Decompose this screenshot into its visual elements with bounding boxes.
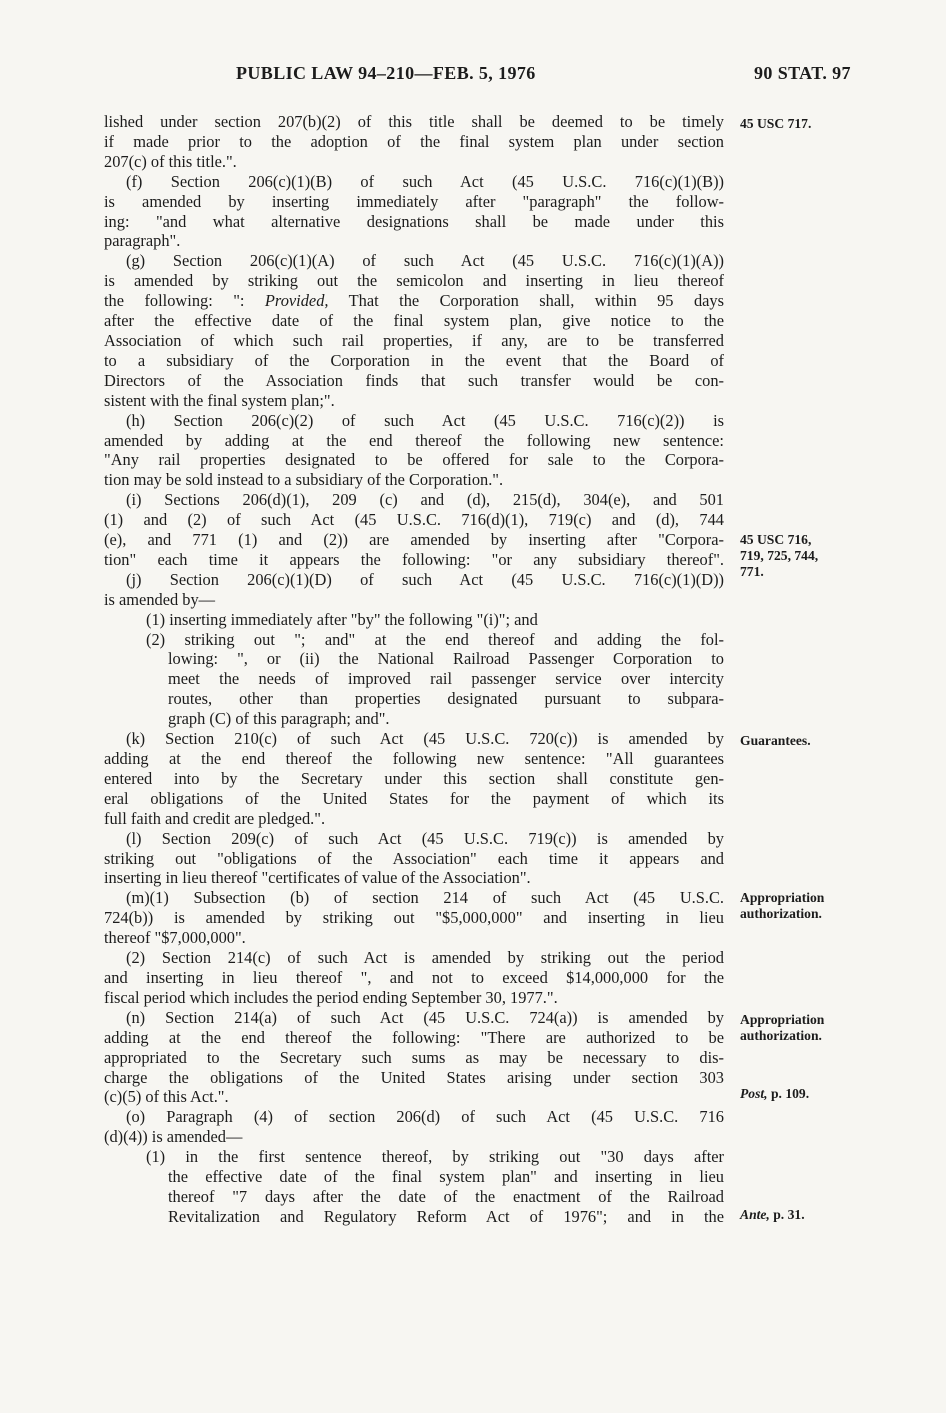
margin-note-line: authorization. xyxy=(740,1028,822,1043)
text-line: Revitalization and Regulatory Reform Act of 1976"; and in the xyxy=(168,1206,724,1226)
text-line: (c)(5) of this Act.". xyxy=(104,1087,229,1107)
margin-note-appropriation-1 xyxy=(740,890,824,922)
text-span: the following: ": xyxy=(104,291,265,311)
paragraph-j-line: (j) Section 206(c)(1)(D) of such Act (45 U.S.C. 716(c)(1)(D)) xyxy=(126,569,724,589)
paragraph-g-line: (g) Section 206(c)(1)(A) of such Act (45 U.S.C. 716(c)(1)(A)) xyxy=(126,251,724,271)
text-line xyxy=(104,291,724,311)
text-line: and inserting in lieu thereof ", and not to exceed $14,000,000 for the xyxy=(104,967,724,987)
text-line: charge the obligations of the United States arising under section 303 xyxy=(104,1067,724,1087)
text-line: full faith and credit are pledged.". xyxy=(104,808,326,828)
text-line: fiscal period which includes the period ending September 30, 1977.". xyxy=(104,987,558,1007)
text-line: is amended by striking out the semicolon and inserting in lieu thereof xyxy=(104,271,724,291)
text-line: ing: "and what alternative designations shall be made under this xyxy=(104,211,724,231)
text-line: adding at the end thereof the following new sentence: "All guarantees xyxy=(104,749,724,768)
margin-note-line: Appropriation xyxy=(740,890,825,905)
text-line: amended by adding at the end thereof the following new sentence: xyxy=(104,430,724,450)
text-line: if made prior to the adoption of the final system plan under section xyxy=(104,131,724,151)
text-line: routes, other than properties designated pursuant to subpara- xyxy=(168,689,724,709)
paragraph-f-line: (f) Section 206(c)(1)(B) of such Act (45 U.S.C. 716(c)(1)(B)) xyxy=(126,171,724,191)
text-line: "Any rail properties designated to be offered for sale to the Corpora- xyxy=(104,450,724,470)
paragraph-h-line: (h) Section 206(c)(2) of such Act (45 U.S.C. 716(c)(2)) is xyxy=(126,410,724,430)
text-line: adding at the end thereof the following: "There are authorized to be xyxy=(104,1027,724,1047)
margin-note-line: 45 USC 716, xyxy=(740,532,812,547)
text-line: eral obligations of the United States for the payment of which its xyxy=(104,788,724,808)
margin-note-text: p. 31. xyxy=(769,1207,805,1222)
text-line: sistent with the final system plan;". xyxy=(104,390,335,410)
text-span: That the Corporation shall, within 95 days xyxy=(328,291,724,311)
paragraph-m-line: (m)(1) Subsection (b) of section 214 of such Act (45 U.S.C. xyxy=(126,888,724,908)
text-line: appropriated to the Secretary such sums as may be necessary to dis- xyxy=(104,1047,724,1067)
text-line: (d)(4)) is amended— xyxy=(104,1127,243,1147)
statute-body-text xyxy=(104,112,724,1227)
text-line: tion may be sold instead to a subsidiary of the Corporation.". xyxy=(104,470,504,490)
paragraph-k-line: (k) Section 210(c) of such Act (45 U.S.C. 720(c)) is amended by xyxy=(126,729,724,749)
text-line: is amended by inserting immediately after "paragraph" the follow- xyxy=(104,191,724,211)
margin-note-line: Appropriation xyxy=(740,1012,825,1027)
margin-note-text: p. 109. xyxy=(767,1086,810,1101)
subparagraph-line: (1) in the first sentence thereof, by striking out "30 days after xyxy=(146,1147,724,1167)
text-line: paragraph". xyxy=(104,231,181,251)
text-line: after the effective date of the final system plan, give notice to the xyxy=(104,311,724,331)
margin-note-line: 771. xyxy=(740,564,764,579)
margin-note-guarantees: Guarantees. xyxy=(740,733,811,748)
text-line: entered into by the Secretary under this section shall constitute gen- xyxy=(104,768,724,788)
paragraph-n-line: (n) Section 214(a) of such Act (45 U.S.C. 724(a)) is amended by xyxy=(126,1007,724,1027)
margin-note-post-p109 xyxy=(740,1086,809,1102)
subparagraph-line: (1) inserting immediately after "by" the following "(i)"; and xyxy=(146,609,538,629)
text-line: thereof "$7,000,000". xyxy=(104,928,246,948)
margin-note-ante-p31 xyxy=(740,1207,805,1223)
text-line: the effective date of the final system plan" and inserting in lieu xyxy=(168,1167,724,1187)
text-line: meet the needs of improved rail passenger service over intercity xyxy=(168,669,724,689)
paragraph-m2-line: (2) Section 214(c) of such Act is amended by striking out the period xyxy=(126,948,724,968)
text-line: to a subsidiary of the Corporation in the event that the Board of xyxy=(104,350,724,370)
margin-note-line: 719, 725, 744, xyxy=(740,548,819,563)
text-line: (1) and (2) of such Act (45 U.S.C. 716(d)(1), 719(c) and (d), 744 xyxy=(104,510,724,530)
text-line: striking out "obligations of the Association" each time it appears and xyxy=(104,848,724,868)
statute-page-number: 90 STAT. 97 xyxy=(754,63,851,83)
text-line: tion" each time it appears the following: "or any subsidiary thereof". xyxy=(104,549,724,569)
margin-note-usc-717: 45 USC 717. xyxy=(740,116,812,131)
text-line: is amended by— xyxy=(104,589,216,609)
paragraph-o-line: (o) Paragraph (4) of section 206(d) of such Act (45 U.S.C. 716 xyxy=(126,1107,724,1127)
margin-note-usc-716 xyxy=(740,532,818,580)
margin-note-italic: Ante, xyxy=(740,1207,770,1222)
margin-note-appropriation-2 xyxy=(740,1012,824,1044)
provided-italic: Provided, xyxy=(264,291,329,311)
text-line: thereof "7 days after the date of the enactment of the Railroad xyxy=(168,1186,724,1206)
text-line: Directors of the Association finds that such transfer would be con- xyxy=(104,370,724,390)
margin-note-line: authorization. xyxy=(740,906,822,921)
text-line: (e), and 771 (1) and (2)) are amended by inserting after "Corpora- xyxy=(104,530,724,550)
text-line: inserting in lieu thereof "certificates of value of the Association". xyxy=(104,868,531,888)
subparagraph-line: (2) striking out "; and" at the end thereof and adding the fol- xyxy=(146,629,724,649)
paragraph-i-line: (i) Sections 206(d)(1), 209 (c) and (d), 215(d), 304(e), and 501 xyxy=(126,490,724,510)
paragraph-l-line: (l) Section 209(c) of such Act (45 U.S.C. 719(c)) is amended by xyxy=(126,828,724,848)
text-line: lowing: ", or (ii) the National Railroad Passenger Corporation to xyxy=(168,649,724,669)
text-line: graph (C) of this paragraph; and". xyxy=(168,709,390,729)
text-line: 207(c) of this title.". xyxy=(104,151,237,171)
text-line: Association of which such rail properties, if any, are to be transferred xyxy=(104,330,724,350)
running-header-title: PUBLIC LAW 94–210—FEB. 5, 1976 xyxy=(236,63,536,83)
margin-note-italic: Post, xyxy=(740,1086,768,1101)
text-line: 724(b)) is amended by striking out "$5,000,000" and inserting in lieu xyxy=(104,908,724,928)
text-line: lished under section 207(b)(2) of this title shall be deemed to be timely xyxy=(104,112,724,131)
